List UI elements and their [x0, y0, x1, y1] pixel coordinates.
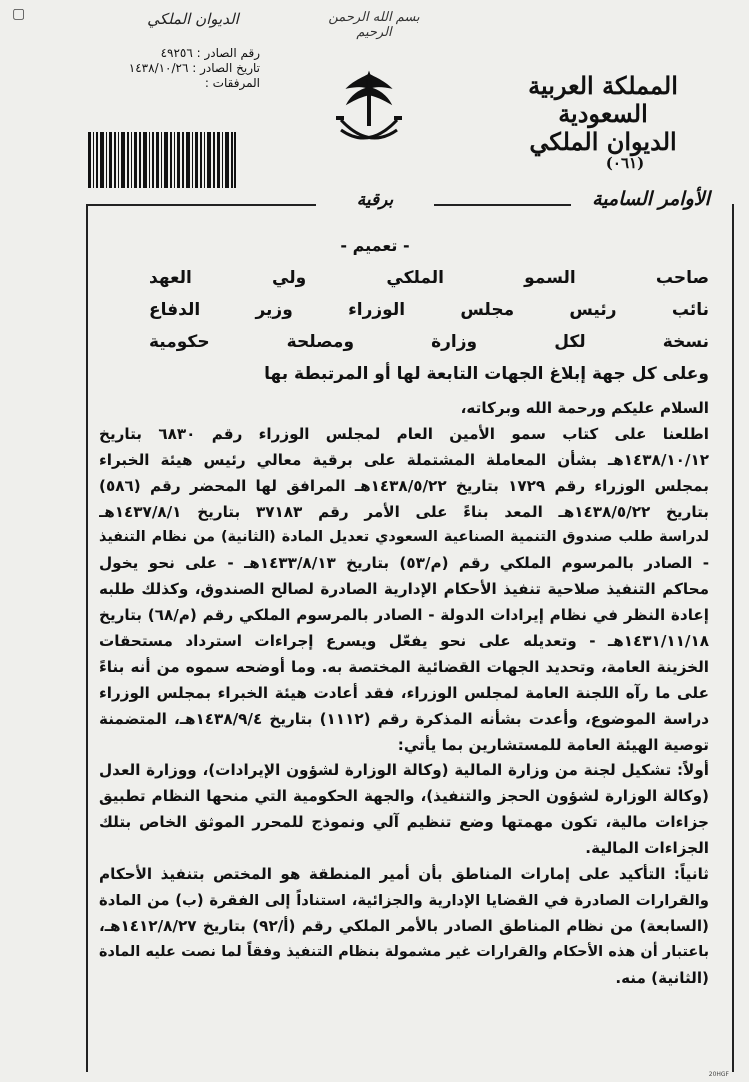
barcode-icon	[88, 132, 236, 188]
wire-label: برقية	[316, 190, 434, 210]
palm-swords-emblem-icon	[333, 68, 405, 154]
body-line: بمجلس الوزراء رقم ١٧٢٩ بتاريخ ١٤٣٨/٥/٢٢هـ المرافق لها المحضر رقم (٥٨٦)	[99, 476, 709, 495]
body-line: محاكم التنفيذ صلاحية تنفيذ الأحكام الإدارية الصادرة لصالح الصندوق، وكذلك طلبه	[99, 580, 709, 599]
corner-mark-icon: ▢	[12, 6, 26, 22]
body-line: إعادة النظر في نظام إيرادات الدولة - الصادر بالمرسوم الملكي رقم (م/٦٨) بتاريخ	[99, 606, 709, 625]
body-line: دراسة الموضوع، وأعدت بشأنه المذكرة رقم (١١١٢) بتاريخ ١٤٣٨/٩/٤هـ، المتضمنة	[99, 709, 709, 728]
footer-code: 20HGF	[708, 1071, 729, 1078]
addressee-line: نسخة لكل وزارة ومصلحة حكومية	[149, 332, 709, 352]
body-line: اطلعنا على كتاب سمو الأمين العام لمجلس الوزراء رقم ٦٨٣٠ بتاريخ	[99, 424, 709, 443]
basmala: بسم الله الرحمن الرحيم	[328, 10, 420, 40]
body-line: - الصادر بالمرسوم الملكي رقم (م/٥٣) بتاريخ ١٤٣٣/٨/١٣هـ - على نحو يخول	[99, 554, 709, 573]
body-line: والقرارات الصادرة في القضايا الإدارية والجزائية، استناداً إلى الفقرة (ب) من المادة	[99, 891, 709, 909]
body-line: على ما رآه اللجنة العامة لمجلس الوزراء، فقد أعادت هيئة الخبراء بمجلس الوزراء	[99, 683, 709, 702]
office-code: (٠٦١)	[605, 154, 645, 172]
body-line: جزاءات مالية، تكون مهمتها وضع تنظيم آلي ونموذج للمحرر الموثق الخاص بتلك	[99, 813, 709, 832]
body-line: (السابعة) من نظام المناطق الصادر بالأمر الملكي رقم (أ/٩٢) بتاريخ ١٤١٢/٨/٢٧هـ،	[99, 916, 709, 935]
royal-court-header-small: الديوان الملكي	[147, 10, 239, 28]
body-line: الجزاءات المالية.	[585, 839, 709, 858]
body-line: بتاريخ ١٤٣٨/٥/٢٢هـ المعد بناءً على الأمر رقم ٣٧١٨٣ بتاريخ ١٤٣٧/٨/١هـ	[99, 502, 709, 521]
reference-date: تاريخ الصادر : ١٤٣٨/١٠/٢٦	[128, 61, 260, 75]
body-line: باعتبار أن هذه الأحكام والقرارات غير مشمولة بنظام التنفيذ وفقاً لما نصت عليه المادة	[99, 943, 709, 960]
body-line: (الثانية) منه.	[615, 968, 709, 987]
body-line: ثانياً: التأكيد على إمارات المناطق بأن أمير المنطقة هو المختص بتنفيذ الأحكام	[99, 865, 709, 884]
kingdom-name: المملكة العربية السعودية	[528, 71, 678, 128]
addressee-line: نائب رئيس مجلس الوزراء وزير الدفاع	[149, 300, 709, 320]
body-line: (وكالة الوزارة لشؤون الحجز والتنفيذ)، والجهة الحكومية التي منحها النظام تطبيق	[99, 787, 709, 806]
addressees	[149, 262, 709, 390]
body-line: ١٤٣٨/١٠/١٢هـ بشأن المعاملة المشتملة على برقية معالي رئيس هيئة الخبراء	[99, 450, 709, 469]
reference-block	[110, 46, 260, 91]
addressee-line: وعلى كل جهة إبلاغ الجهات التابعة لها أو المرتبطة بها	[264, 364, 709, 384]
body-line: لدراسة طلب صندوق التنمية الصناعية السعودي تعديل المادة (الثانية) من نظام التنفيذ	[99, 529, 709, 546]
attachments-label: المرفقات :	[204, 76, 260, 90]
body-line: توصية الهيئة العامة للمستشارين بما يأتي:	[397, 735, 709, 754]
circular-title: - تعميم -	[340, 236, 410, 255]
body-line: ١٤٣١/١١/١٨هـ - وتعديله على نحو يفعّل ويسرع إجراءات استرداد مستحقات	[99, 632, 709, 651]
body-line: الخزينة العامة، وتحديد الجهات القضائية المختصة به. وما أوضحه سموه من أنه بناءً	[99, 657, 709, 676]
kingdom-title	[483, 72, 723, 156]
addressee-line: صاحب السمو الملكي ولي العهد	[149, 268, 709, 288]
letter-body	[99, 396, 709, 991]
reference-number: رقم الصادر : ٤٩٢٥٦	[160, 46, 260, 60]
body-line: أولاً: تشكيل لجنة من وزارة المالية (وكالة الوزارة لشؤون الإيرادات)، ووزارة العدل	[99, 761, 709, 780]
high-orders-label: الأوامر السامية	[571, 188, 731, 210]
royal-court-name: الديوان الملكي	[529, 127, 677, 156]
body-line: السلام عليكم ورحمة الله وبركاته،	[460, 399, 709, 417]
